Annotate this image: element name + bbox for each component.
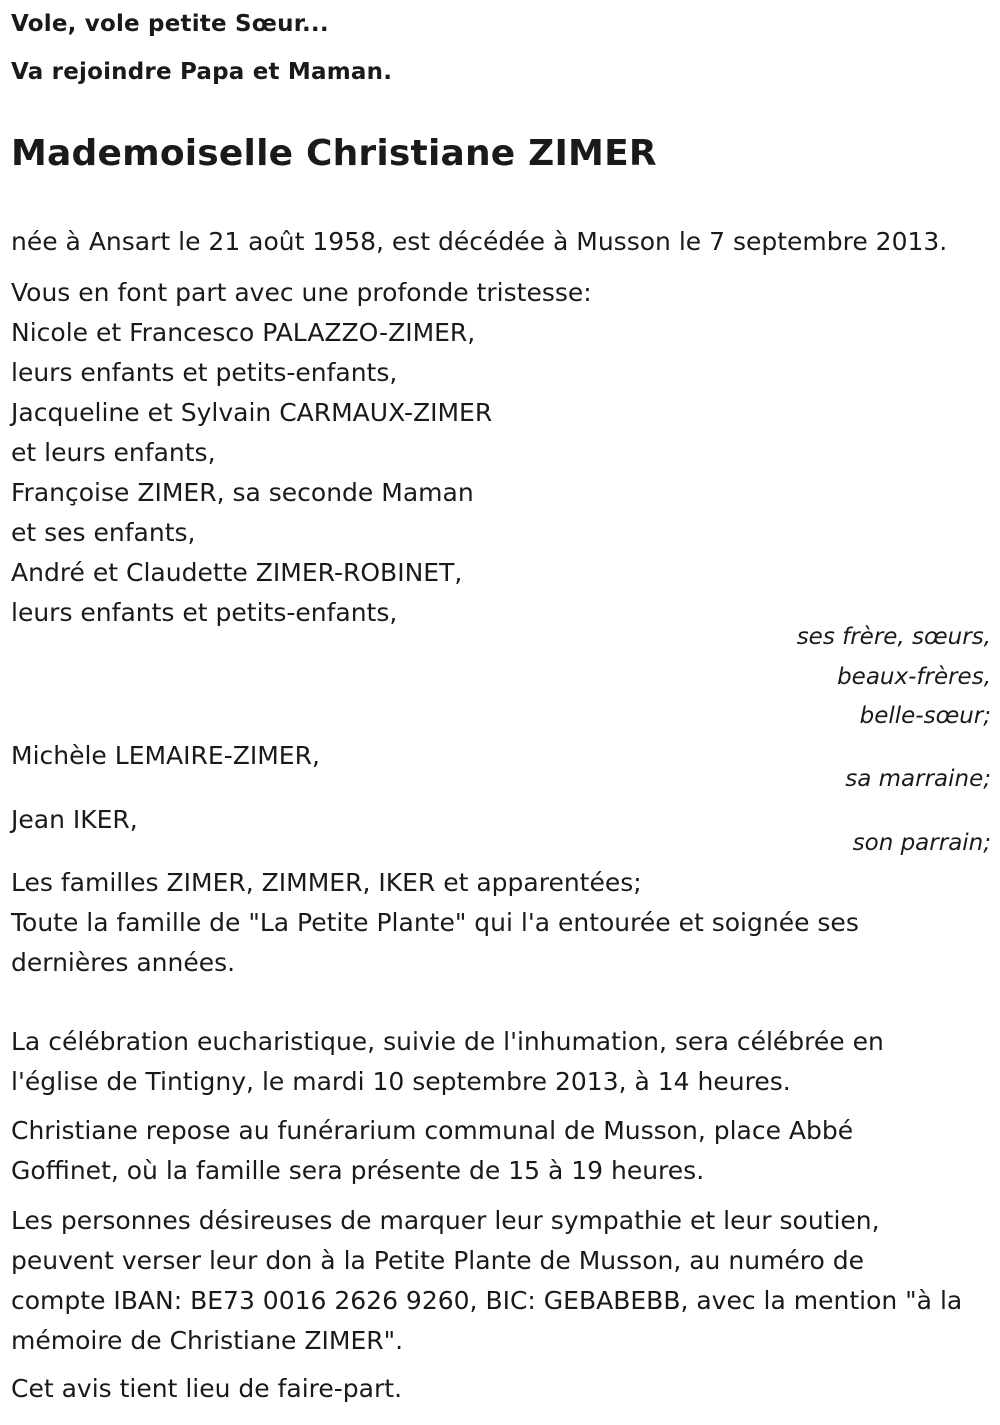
donation-paragraph <box>11 1201 962 1361</box>
announcement-intro: Vous en font part avec une profonde tristesse: <box>11 278 592 307</box>
siblings-relation-line: beaux-frères, <box>837 664 991 690</box>
family-list-item: leurs enfants et petits-enfants, <box>11 598 398 627</box>
family-list-item: et leurs enfants, <box>11 438 216 467</box>
opening-line-1: Vole, vole petite Sœur... <box>11 11 329 37</box>
godfather-name: Jean IKER, <box>11 805 138 834</box>
funeral-home-paragraph <box>11 1111 853 1191</box>
paragraph-line: l'église de Tintigny, le mardi 10 septembre 2013, à 14 heures. <box>11 1067 791 1096</box>
paragraph-line: mémoire de Christiane ZIMER". <box>11 1326 404 1355</box>
paragraph-line: Toute la famille de "La Petite Plante" qui l'a entourée et soignée ses <box>11 908 859 937</box>
birth-death-line: née à Ansart le 21 août 1958, est décédée à Musson le 7 septembre 2013. <box>11 227 948 256</box>
godmother-name: Michèle LEMAIRE-ZIMER, <box>11 741 320 770</box>
ceremony-paragraph <box>11 1022 884 1102</box>
opening-line-2: Va rejoindre Papa et Maman. <box>11 59 393 85</box>
paragraph-line: dernières années. <box>11 948 236 977</box>
paragraph-line: peuvent verser leur don à la Petite Plante de Musson, au numéro de <box>11 1246 864 1275</box>
paragraph-line: Goffinet, où la famille sera présente de 15 à 19 heures. <box>11 1156 705 1185</box>
godmother-relation: sa marraine; <box>845 766 991 792</box>
family-list-item: Françoise ZIMER, sa seconde Maman <box>11 478 474 507</box>
care-home-paragraph <box>11 903 859 983</box>
paragraph-line: Les personnes désireuses de marquer leur sympathie et leur soutien, <box>11 1206 880 1235</box>
deceased-name: Mademoiselle Christiane ZIMER <box>11 133 657 174</box>
closing-line: Cet avis tient lieu de faire-part. <box>11 1374 403 1403</box>
family-list-item: Jacqueline et Sylvain CARMAUX-ZIMER <box>11 398 493 427</box>
paragraph-line: compte IBAN: BE73 0016 2626 9260, BIC: GEBABEBB, avec la mention "à la <box>11 1286 963 1315</box>
paragraph-line: Christiane repose au funérarium communal de Musson, place Abbé <box>11 1116 854 1145</box>
family-list-item: leurs enfants et petits-enfants, <box>11 358 398 387</box>
siblings-relation-line: belle-sœur; <box>859 703 991 729</box>
siblings-relation-line: ses frère, sœurs, <box>796 624 991 650</box>
paragraph-line: La célébration eucharistique, suivie de l'inhumation, sera célébrée en <box>11 1027 884 1056</box>
family-list-item: André et Claudette ZIMER-ROBINET, <box>11 558 463 587</box>
family-list-item: Nicole et Francesco PALAZZO-ZIMER, <box>11 318 476 347</box>
family-list-item: et ses enfants, <box>11 518 196 547</box>
godfather-relation: son parrain; <box>852 830 991 856</box>
families-line: Les familles ZIMER, ZIMMER, IKER et apparentées; <box>11 868 642 897</box>
family-list <box>11 313 492 633</box>
